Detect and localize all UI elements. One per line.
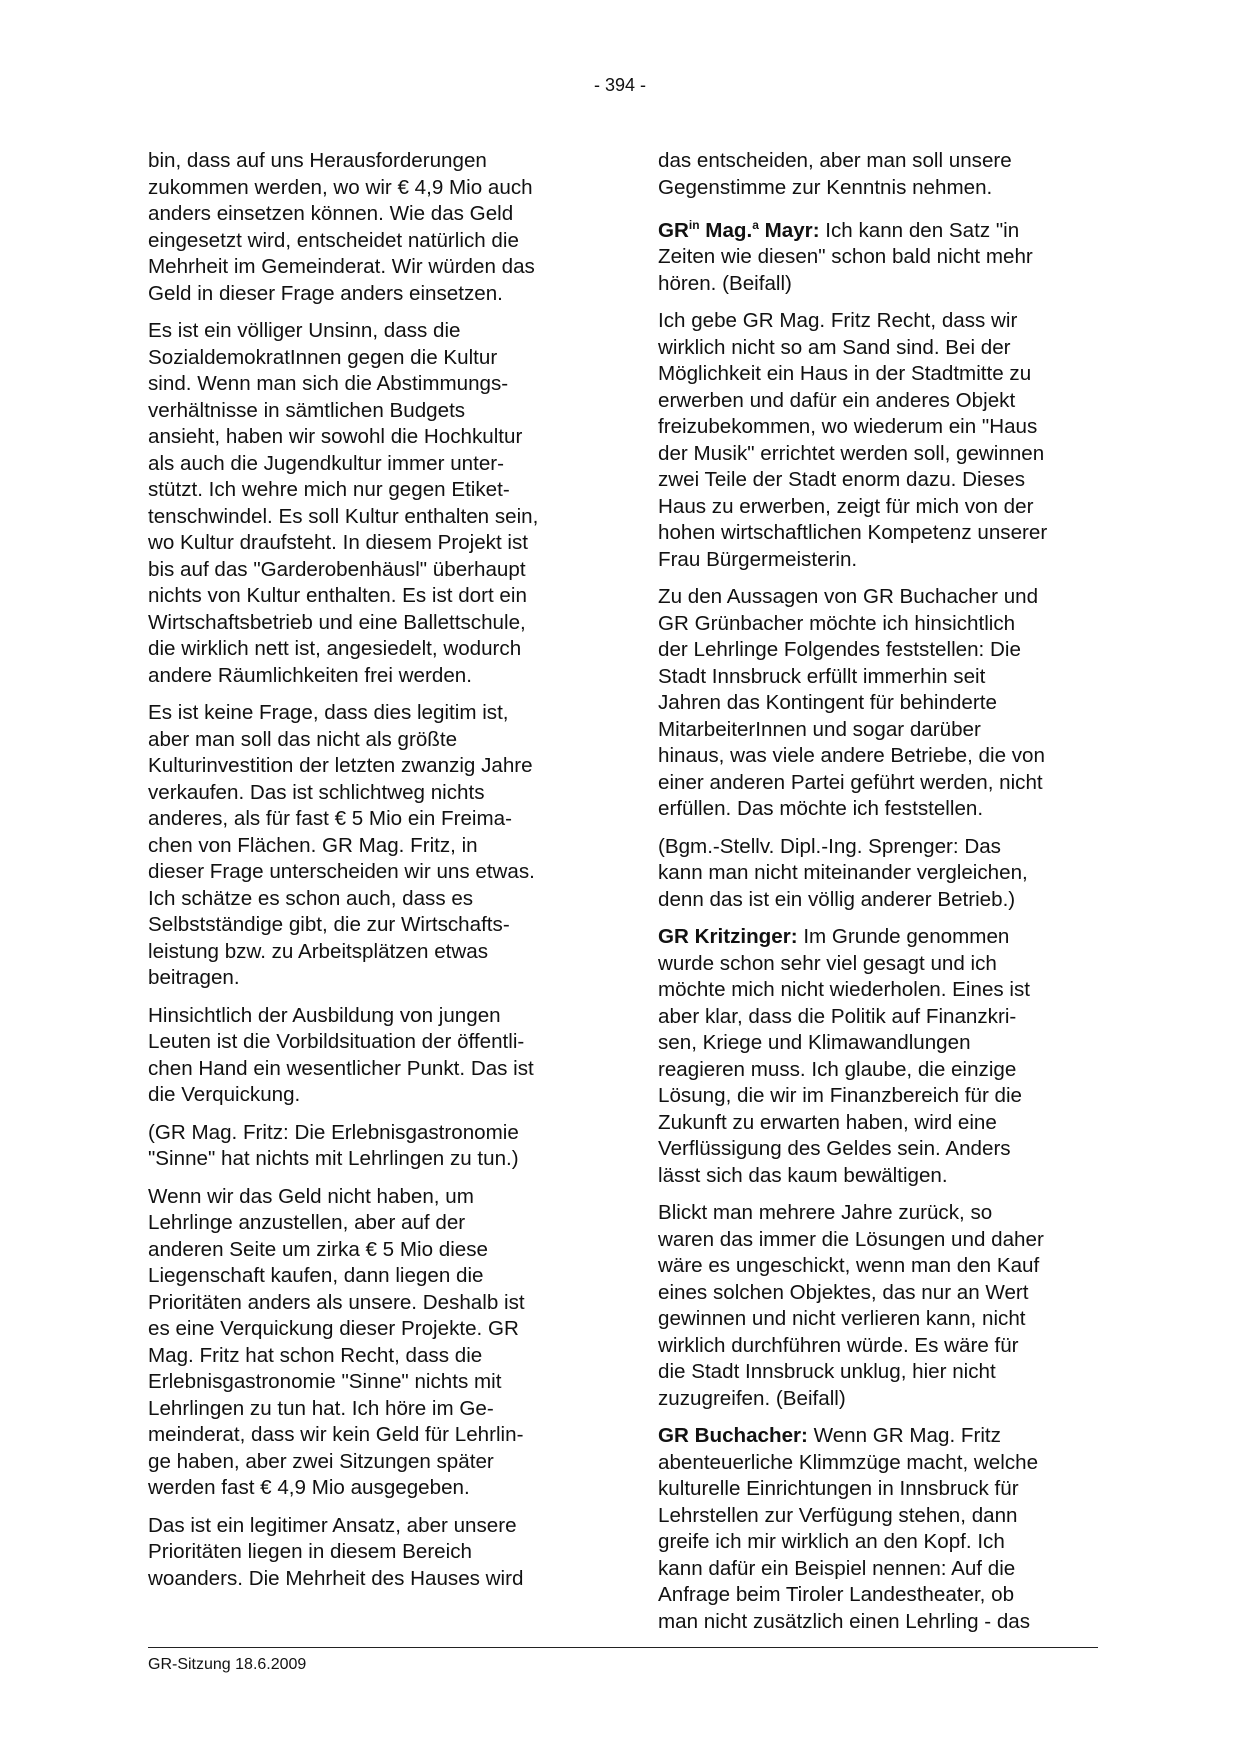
speaker-surname: Mayr: bbox=[758, 218, 820, 242]
speaker-name bbox=[658, 219, 820, 242]
paragraph: Ich gebe GR Mag. Fritz Recht, dass wir wirklich nicht so am Sand sind. Bei der Möglichkeit ein Haus in der Stadtmitte zu erwerben und dafür ein anderes Objekt freizubekommen, wo wiederum ein "Haus der Musik" errichtet werden soll, gewinnen zwei Teile der Stadt enorm dazu. Dieses Haus zu erwerben, zeigt für mich von der hohen wirtschaftlichen Kompetenz unserer Frau Bürgermeisterin. bbox=[658, 309, 1048, 571]
page-number: - 394 - bbox=[593, 75, 647, 95]
paragraph: Es ist ein völliger Unsinn, dass die SozialdemokratInnen gegen die Kultur sind. Wenn man sich die Abstimmungs- verhältnisse in sämtlichen Budgets ansieht, haben wir sowohl die Hochkultur als auch die Jugendkultur immer unter- stützt. Ich wehre mich nur gegen Etiket- tenschwindel. Es soll Kultur enthalten sein, wo Kultur draufsteht. In diesem Projekt ist bis auf das "Garderobenhäusl" überhaupt nichts von Kultur enthalten. Es ist dort ein Wirtschaftsbetrieb und eine Ballettschule, die wirklich nett ist, angesiedelt, wodurch andere Räumlichkeiten frei werden. bbox=[148, 319, 539, 687]
speaker-title: GR bbox=[658, 218, 689, 242]
interjection: (Bgm.-Stellv. Dipl.-Ing. Sprenger: Das kann man nicht miteinander vergleichen, denn das ist ein völlig anderer Betrieb.) bbox=[658, 834, 1028, 911]
speech-text: Im Grunde genommen wurde schon sehr viel gesagt und ich möchte mich nicht wiederholen. Eines ist aber klar, dass die Politik auf Finanzkri- sen, Kriege und Klimawandlungen reagieren muss. Ich glaube, die einzige Lösung, die wir im Finanzbereich für die Zukunft zu erwarten haben, wird eine Verflüssigung des Geldes sein. Anders lässt sich das kaum bewältigen. bbox=[658, 925, 1031, 1187]
paragraph: bin, dass auf uns Herausforderungen zukommen werden, wo wir € 4,9 Mio auch anders einsetzen können. Wie das Geld eingesetzt wird, entscheidet natürlich die Mehrheit im Gemeinderat. Wir würden das Geld in dieser Frage anders einsetzen. bbox=[148, 149, 535, 305]
paragraph: Es ist keine Frage, dass dies legitim ist, aber man soll das nicht als größte Kulturinvestition der letzten zwanzig Jahre verkaufen. Das ist schlichtweg nichts anderes, als für fast € 5 Mio ein Freima- chen von Flächen. GR Mag. Fritz, in dieser Frage unterscheiden wir uns etwas. Ich schätze es schon auch, dass es Selbstständige gibt, die zur Wirtschafts- leistung bzw. zu Arbeitsplätzen etwas beitragen. bbox=[148, 701, 535, 989]
speech-mayr bbox=[658, 212, 1102, 297]
speaker-name: GR Buchacher: bbox=[658, 1424, 808, 1448]
footer-divider bbox=[148, 1647, 1098, 1648]
interjection: (GR Mag. Fritz: Die Erlebnisgastronomie "Sinne" hat nichts mit Lehrlingen zu tun.) bbox=[148, 1120, 519, 1170]
speech-kritzinger bbox=[658, 924, 1102, 1189]
paragraph: Wenn wir das Geld nicht haben, um Lehrlinge anzustellen, aber auf der anderen Seite um zirka € 5 Mio diese Liegenschaft kaufen, dann liegen die Prioritäten anders als unsere. Deshalb ist es eine Verquickung dieser Projekte. GR Mag. Fritz hat schon Recht, dass die Erlebnisgastronomie "Sinne" nichts mit Lehrlingen zu tun hat. Ich höre im Ge- meinderat, dass wir kein Geld für Lehrlin- ge haben, aber zwei Sitzungen später werden fast € 4,9 Mio ausgegeben. bbox=[148, 1184, 525, 1499]
paragraph: Zu den Aussagen von GR Buchacher und GR Grünbacher möchte ich hinsichtlich der Lehrlinge Folgendes feststellen: Die Stadt Innsbruck erfüllt immerhin seit Jahren das Kontingent für behinderte MitarbeiterInnen und sogar darüber hinaus, was viele andere Betriebe, die von einer anderen Partei geführt werden, nicht erfüllen. Das möchte ich feststellen. bbox=[658, 585, 1045, 821]
speech-text: Wenn GR Mag. Fritz abenteuerliche Klimmzüge macht, welche kulturelle Einrichtungen in Innsbruck für Lehrstellen zur Verfügung stehen, dann greife ich mir wirklich an den Kopf. Ich kann dafür ein Beispiel nennen: Auf die Anfrage beim Tiroler Landestheater, ob man nicht zusätzlich einen Lehrling - das bbox=[658, 1424, 1039, 1633]
paragraph: Blickt man mehrere Jahre zurück, so waren das immer die Lösungen und daher wäre es ungeschickt, wenn man den Kauf eines solchen Objektes, das nur an Wert gewinnen und nicht verlieren kann, nicht wirklich durchführen würde. Es wäre für die Stadt Innsbruck unklug, hier nicht zuzugreifen. (Beifall) bbox=[658, 1201, 1044, 1410]
speaker-title: Mag. bbox=[699, 218, 753, 242]
paragraph: Das ist ein legitimer Ansatz, aber unsere Prioritäten liegen in diesem Bereich woanders. Die Mehrheit des Hauses wird bbox=[148, 1513, 524, 1590]
superscript: in bbox=[688, 218, 700, 232]
right-column bbox=[658, 148, 1102, 1646]
speech-buchacher bbox=[658, 1423, 1102, 1635]
left-column bbox=[148, 148, 592, 1603]
speaker-name: GR Kritzinger: bbox=[658, 925, 798, 949]
superscript: a bbox=[752, 218, 759, 232]
paragraph: das entscheiden, aber man soll unsere Gegenstimme zur Kenntnis nehmen. bbox=[658, 149, 1012, 199]
speech-text: Ich kann den Satz "in Zeiten wie diesen" schon bald nicht mehr hören. (Beifall) bbox=[658, 218, 1033, 295]
paragraph: Hinsichtlich der Ausbildung von jungen Leuten ist die Vorbildsituation der öffentli- chen Hand ein wesentlicher Punkt. Das ist die Verquickung. bbox=[148, 1003, 534, 1106]
footer-text: GR-Sitzung 18.6.2009 bbox=[148, 1656, 307, 1673]
